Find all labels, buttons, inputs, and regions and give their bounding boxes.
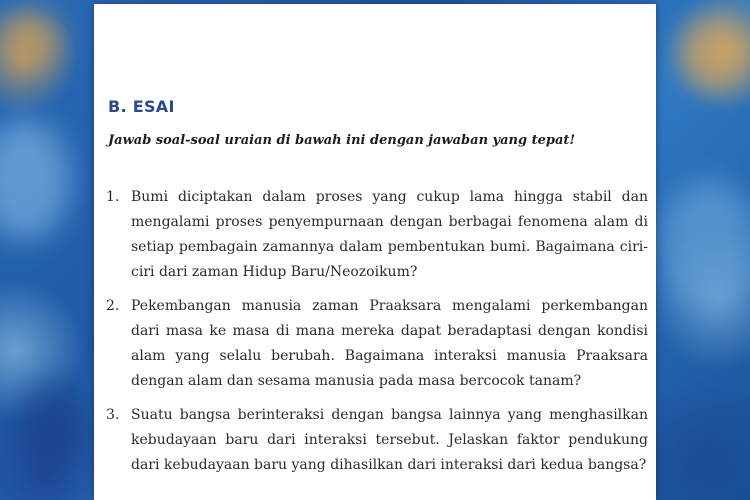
question-list [106, 185, 648, 487]
background-blob [0, 10, 60, 70]
question-item [106, 403, 648, 478]
question-number: 2. [106, 298, 120, 314]
section-title: B. ESAI [108, 97, 175, 116]
question-number: 1. [106, 189, 120, 205]
document-page [94, 4, 656, 500]
background-blob [660, 180, 750, 310]
background-blob [680, 20, 750, 90]
question-item [106, 185, 648, 285]
background-blob [0, 120, 70, 240]
question-text: Suatu bangsa berinteraksi dengan bangsa lainnya yang menghasilkan kebudayaan baru dari interaksi tersebut. Jelaskan faktor pendukung dari kebudayaan baru yang dihasilkan dari interaksi dari kedua bangsa? [131, 407, 648, 473]
question-text: Pekembangan manusia zaman Praaksara mengalami perkembangan dari masa ke masa di mana mereka dapat beradaptasi dengan kondisi alam yang selalu berubah. Bagaimana interaksi manusia Praaksara dengan alam dan sesama manusia pada masa bercocok tanam? [131, 298, 648, 389]
question-number: 3. [106, 407, 120, 423]
background-blob [20, 380, 90, 470]
question-text: Bumi diciptakan dalam proses yang cukup lama hingga stabil dan mengalami proses penyempurnaan dengan berbagai fenomena alam di setiap pembagain zamannya dalam pembentukan bumi. Bagaimana ciri-ciri dari zaman Hidup Baru/Neozoikum? [131, 189, 648, 280]
question-item [106, 294, 648, 394]
instruction-text: Jawab soal-soal uraian di bawah ini dengan jawaban yang tepat! [108, 133, 576, 148]
